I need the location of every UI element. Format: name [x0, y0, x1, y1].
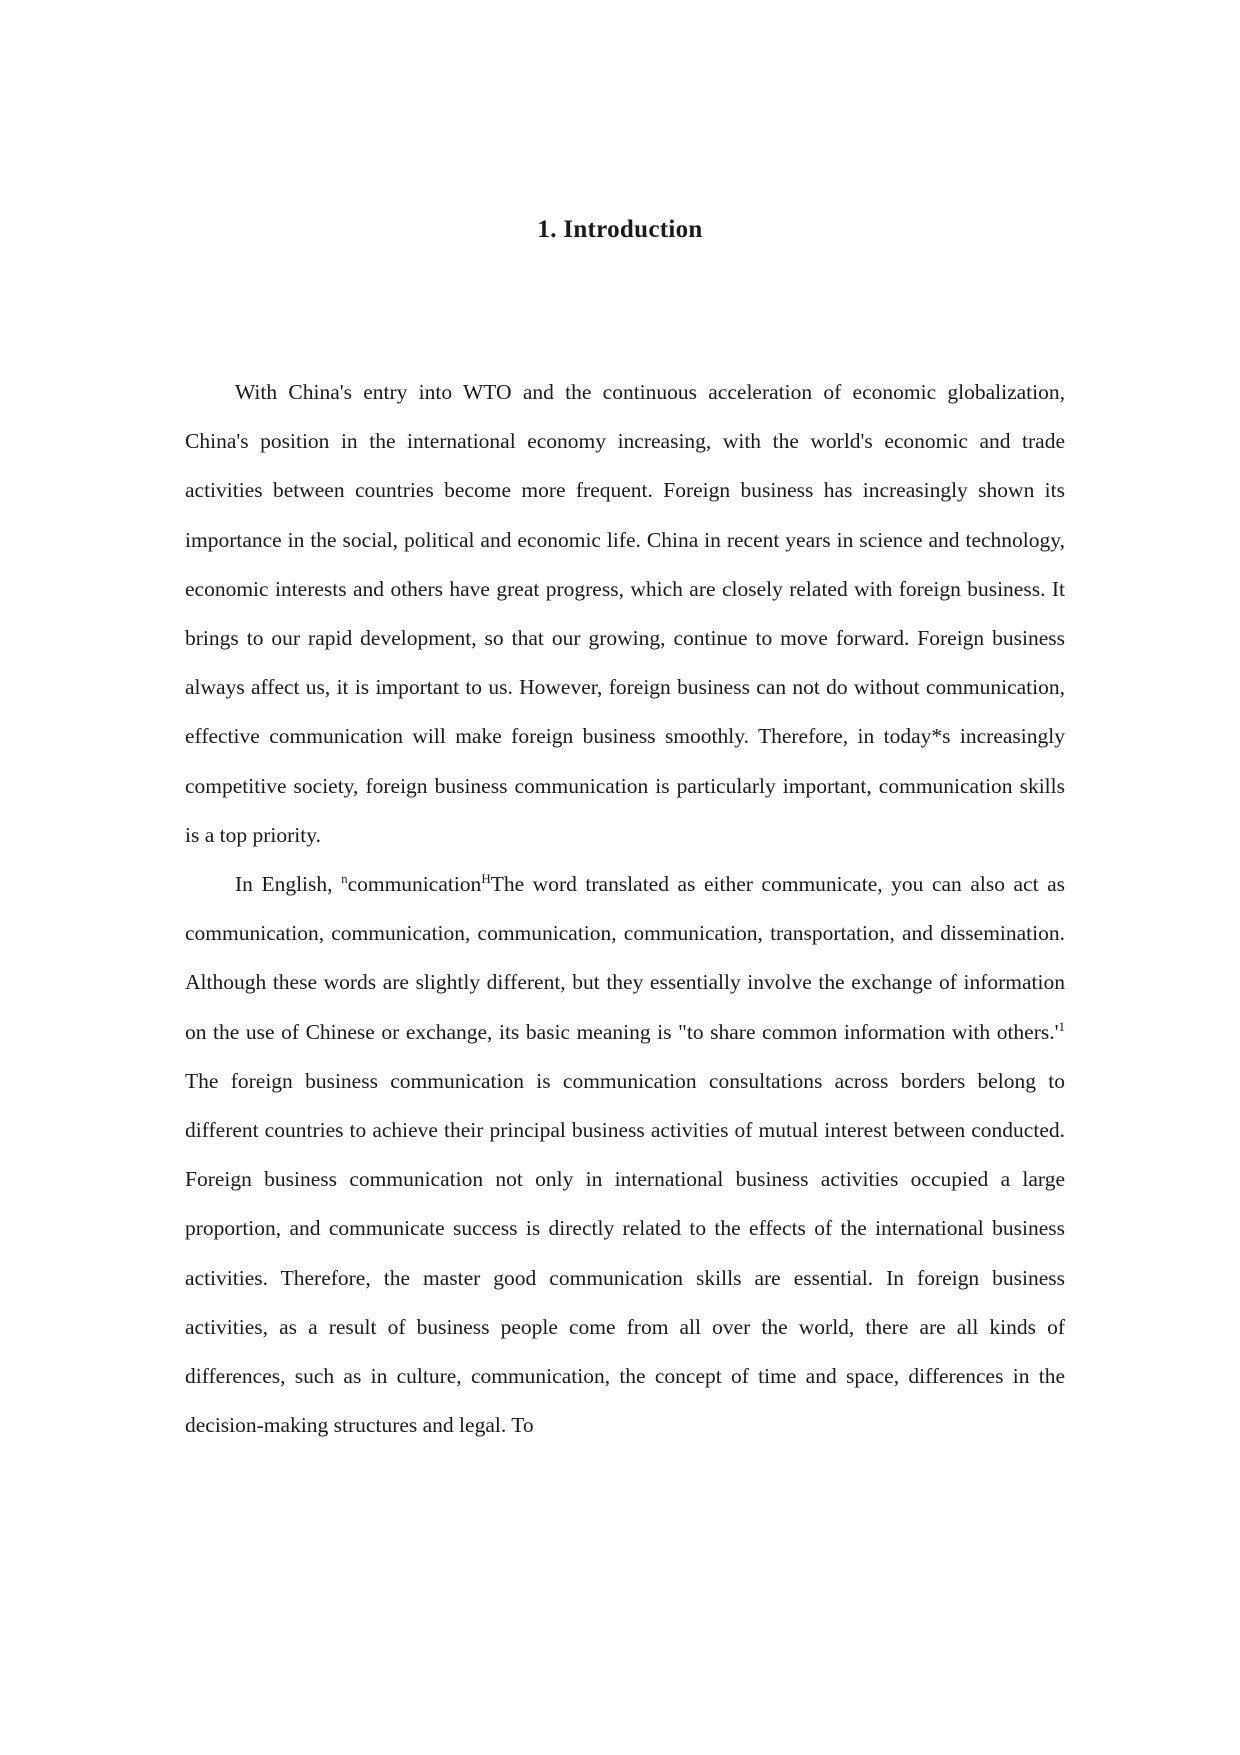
paragraph-1: With China's entry into WTO and the continuous acceleration of economic globalization, China's position in the international economy increasing, with the world's economic and trade activities between countries become more frequent. Foreign business has increasingly shown its importance in the social, political and economic life. China in recent years in science and technology, economic interests and others have great progress, which are closely related with foreign business. It brings to our rapid development, so that our growing, continue to move forward. Foreign business always affect us, it is important to us. However, foreign business can not do without communication, effective communication will make foreign business smoothly. Therefore, in today*s increasingly competitive society, foreign business communication is particularly important, communication skills is a top priority.: [185, 380, 1065, 847]
section-number: 1.: [537, 216, 557, 243]
paragraph-2-text-a: The word translated as either communicate, you can also act as communication, communication, communication, communication, transportation, and dissemination. Although these words are slightly different, but they essentially involve the exchange of information on the use of Chinese or exchange, its basic meaning is "to share common information with others.': [185, 872, 1065, 1044]
section-title: Introduction: [563, 216, 703, 243]
body-text: [185, 368, 1065, 1450]
footnote-reference: 1: [1058, 1018, 1065, 1034]
paragraph-2: [185, 860, 1065, 1450]
quoted-term: communication: [347, 872, 482, 897]
paragraph-2-text-b: The foreign business communication is communication consultations across borders belong to different countries to achieve their principal business activities of mutual interest between conducted. Foreign business communication not only in international business activities occupied a large proportion, and communicate success is directly related to the effects of the international business activities. Therefore, the master good communication skills are essential. In foreign business activities, as a result of business people come from all over the world, there are all kinds of differences, such as in culture, communication, the concept of time and space, differences in the decision-making structures and legal. To: [185, 1068, 1065, 1438]
quote-mark-close: H: [481, 870, 491, 886]
quote-mark-open: n: [341, 870, 348, 886]
section-heading: [0, 210, 1240, 250]
paragraph-2-lead: In English,: [235, 872, 342, 897]
